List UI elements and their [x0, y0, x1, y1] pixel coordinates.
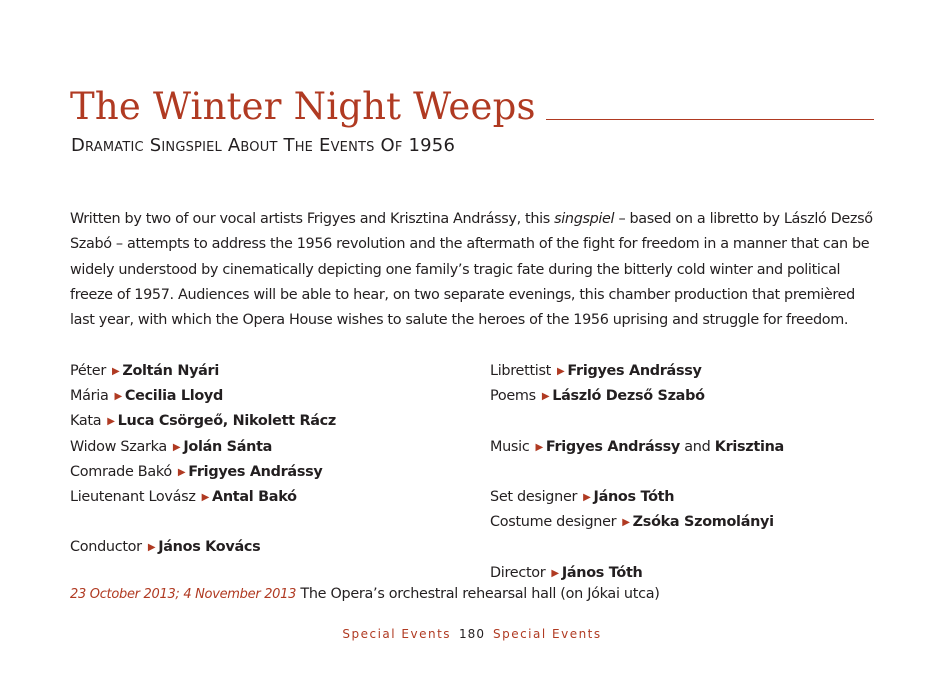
intro-paragraph	[70, 207, 878, 333]
crew-entry-set	[490, 485, 784, 510]
cast-entry	[70, 485, 336, 510]
cast-role: Lieutenant Lovász	[70, 488, 196, 505]
triangle-right-icon: ▶	[535, 441, 543, 453]
performance-dates: 23 October 2013; 4 November 2013	[70, 587, 297, 602]
cast-name: Jolán Sánta	[183, 438, 273, 455]
footer-section-left: Special Events	[342, 627, 452, 641]
cast-entry	[70, 409, 336, 434]
crew-name: Frigyes Andrássy	[567, 363, 702, 379]
crew-name-2: Krisztina	[714, 438, 784, 455]
triangle-right-icon: ▶	[107, 416, 115, 428]
crew-entry-librettist	[490, 359, 784, 384]
cast-name: Antal Bakó	[212, 488, 297, 505]
crew-name: László Dezső Szabó	[552, 388, 705, 405]
crew-entry-music	[490, 435, 784, 460]
cast-role: Comrade Bakó	[70, 463, 172, 480]
title-row	[70, 85, 874, 128]
triangle-right-icon: ▶	[177, 466, 186, 478]
page-footer	[0, 627, 944, 641]
performance-info	[70, 586, 660, 602]
crew-entry-costume	[490, 510, 784, 535]
spacer	[70, 510, 336, 535]
triangle-right-icon: ▶	[147, 542, 156, 554]
footer-section-right: Special Events	[492, 627, 602, 641]
crew-role: Costume designer	[490, 514, 617, 531]
cast-role: Mária	[70, 388, 109, 405]
cast-entry	[70, 384, 336, 409]
cast-entry	[70, 460, 336, 485]
performance-venue: The Opera’s orchestral rehearsal hall (on Jókai utca)	[300, 586, 660, 602]
spacer	[490, 460, 784, 485]
crew-name: Frigyes Andrássy	[545, 438, 681, 455]
crew-name: János Tóth	[593, 488, 675, 505]
crew-role: Poems	[490, 388, 536, 405]
crew-role: Librettist	[490, 363, 552, 379]
crew-role: Music	[490, 438, 530, 455]
crew-role: Director	[490, 564, 546, 581]
triangle-right-icon: ▶	[583, 491, 591, 503]
conductor-entry	[70, 535, 336, 560]
page-subtitle: Dramatic Singspiel About The Events Of 1956	[71, 135, 456, 156]
cast-role: Kata	[70, 413, 102, 430]
triangle-right-icon: ▶	[114, 391, 122, 403]
triangle-right-icon: ▶	[201, 491, 210, 503]
spacer	[490, 535, 784, 560]
triangle-right-icon: ▶	[172, 441, 181, 453]
crew-role: Set designer	[490, 488, 578, 505]
cast-name: Cecilia Lloyd	[124, 388, 224, 405]
triangle-right-icon: ▶	[557, 366, 565, 377]
crew-list	[490, 359, 784, 586]
crew-name: János Tóth	[561, 564, 643, 581]
triangle-right-icon: ▶	[551, 567, 559, 579]
triangle-right-icon: ▶	[622, 517, 630, 529]
spacer	[490, 409, 784, 434]
cast-name: Frigyes Andrássy	[188, 463, 323, 480]
cast-name: Zoltán Nyári	[122, 363, 219, 379]
conductor-role: Conductor	[70, 539, 142, 556]
cast-name: Luca Csörgeő, Nikolett Rácz	[117, 413, 336, 430]
intro-text-2: – based on a libretto by László Dezső Szabó – attempts to address the 1956 revolution and the aftermath of the fight for freedom in a manner that can be widely understood by cinematically depicting one family’s tragic fate during the bitterly cold winter and political freeze of 1957. Audiences will be able to hear, on two separate evenings, this chamber production that premièred last year, with which the Opera House wishes to salute the heroes of the 1956 uprising and struggle for freedom.	[70, 211, 873, 329]
crew-entry-director	[490, 561, 784, 586]
crew-entry-poems	[490, 384, 784, 409]
crew-conjunction: and	[680, 438, 715, 455]
page-number: 180	[459, 627, 485, 641]
title-rule	[546, 119, 874, 120]
crew-name: Zsóka Szomolányi	[632, 514, 774, 531]
conductor-name: János Kovács	[158, 539, 261, 556]
cast-entry	[70, 359, 336, 384]
triangle-right-icon: ▶	[541, 391, 550, 403]
cast-entry	[70, 435, 336, 460]
triangle-right-icon: ▶	[111, 366, 120, 377]
intro-italic: singspiel	[554, 211, 615, 227]
cast-list	[70, 359, 336, 561]
page-title: The Winter Night Weeps	[70, 85, 536, 128]
cast-role: Péter	[70, 363, 106, 379]
intro-text-1: Written by two of our vocal artists Frigyes and Krisztina Andrássy, this	[70, 211, 555, 227]
cast-role: Widow Szarka	[70, 438, 167, 455]
